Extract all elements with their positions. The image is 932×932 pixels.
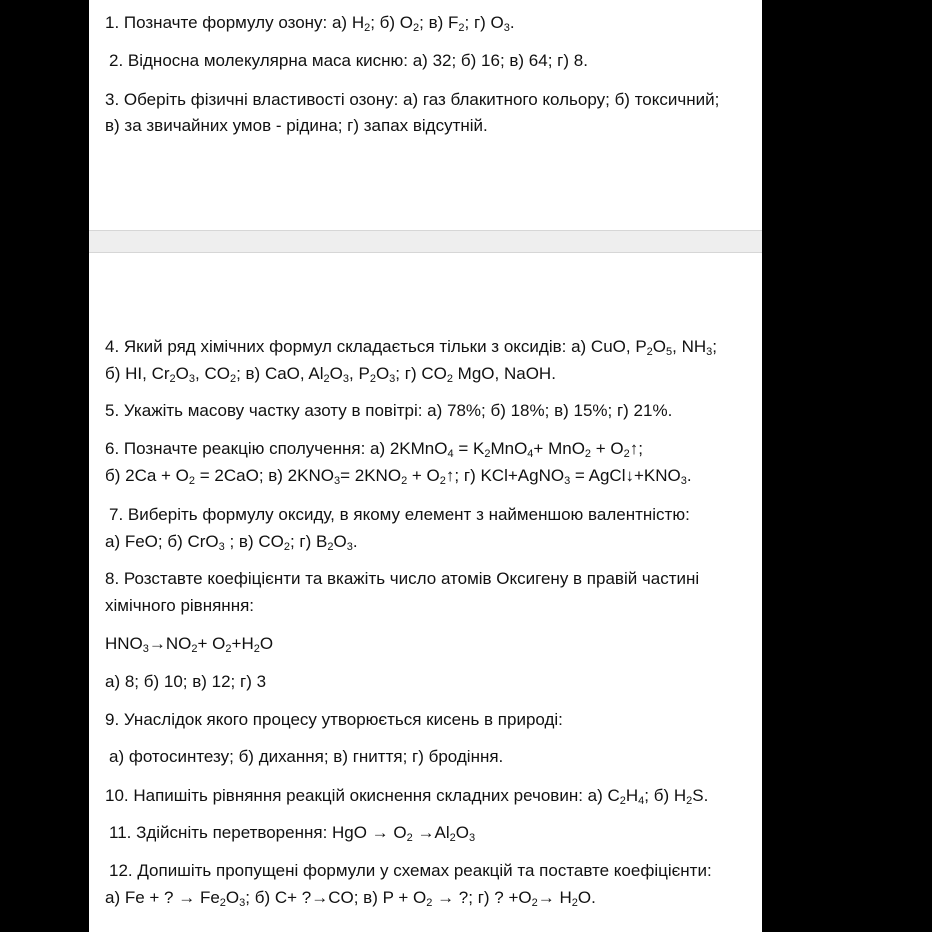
worksheet-page-1	[89, 0, 762, 230]
text-segment: = K	[453, 439, 485, 458]
subscript: 2	[439, 475, 446, 487]
text-segment: а) 8; б) 10; в) 12; г) 3	[105, 672, 267, 691]
subscript: 3	[188, 373, 195, 385]
text-segment: + O	[591, 439, 624, 458]
subscript: 2	[571, 897, 578, 909]
text-segment: а) FeO; б) CrO	[105, 532, 219, 551]
subscript: 2	[623, 448, 630, 460]
question-8-line-1	[105, 567, 699, 591]
page-separator	[89, 230, 762, 253]
question-7-line-1	[109, 503, 690, 527]
subscript: 2	[426, 897, 433, 909]
question-4-line-2	[105, 362, 556, 386]
question-10	[105, 784, 708, 808]
subscript: 2	[323, 373, 330, 385]
question-2	[109, 49, 588, 73]
subscript: 2	[225, 643, 232, 655]
subscript: 2	[253, 643, 260, 655]
subscript: 2	[484, 448, 491, 460]
text-segment: .	[686, 466, 692, 485]
text-segment: O	[333, 532, 347, 551]
subscript: 2	[531, 897, 538, 909]
subscript: 2	[584, 448, 592, 460]
subscript: 2	[449, 832, 456, 844]
subscript: 2	[283, 541, 290, 553]
text-segment: ; б) C+ ?→CO; в) P + O	[245, 888, 427, 907]
text-segment: 6. Позначте реакцію сполучення: а) 2KMnO	[105, 439, 448, 458]
subscript: 3	[680, 475, 687, 487]
text-segment: , CO	[195, 364, 230, 383]
text-segment: .	[352, 532, 358, 551]
text-segment: ; в) CaO, Al	[236, 364, 324, 383]
worksheet-page-2	[89, 253, 762, 932]
subscript: 3	[346, 541, 353, 553]
question-3-line-2	[105, 114, 488, 138]
text-segment: 7. Виберіть формулу оксиду, в якому елемент з найменшою валентністю:	[109, 505, 690, 524]
text-segment: ; б) O	[370, 13, 414, 32]
text-segment: O	[455, 823, 469, 842]
question-4-line-1	[105, 335, 717, 359]
text-segment: ; г) CO	[395, 364, 447, 383]
text-segment: H	[625, 786, 639, 805]
text-segment: 1. Позначте формулу озону: а) H	[105, 13, 365, 32]
text-segment: .	[509, 13, 515, 32]
text-segment: +H	[231, 634, 254, 653]
text-segment: 3. Оберіть фізичні властивості озону: а) газ блакитного кольору; б) токсичний;	[105, 90, 720, 109]
text-segment: + O	[197, 634, 226, 653]
text-segment: ;	[712, 337, 718, 356]
subscript: 2	[446, 373, 453, 385]
subscript: 2	[619, 795, 626, 807]
text-segment: ↑;	[629, 439, 644, 458]
question-3-line-1	[105, 88, 719, 112]
text-segment: , P	[349, 364, 370, 383]
text-segment: 4. Який ряд хімічних формул складається тільки з оксидів: а) CuO, P	[105, 337, 647, 356]
question-12-line-2	[105, 886, 596, 910]
text-segment: б) 2Ca + O	[105, 466, 189, 485]
text-segment: O	[375, 364, 390, 383]
text-segment: 12. Допишіть пропущені формули у схемах реакцій та поставте коефіцієнти:	[109, 861, 712, 880]
subscript: 2	[191, 643, 198, 655]
subscript: 4	[527, 448, 534, 460]
text-segment: = 2CaO; в) 2KNO	[195, 466, 334, 485]
subscript: 3	[333, 475, 341, 487]
subscript: 3	[564, 475, 571, 487]
text-segment: 5. Укажіть масову частку азоту в повітрі: а) 78%; б) 18%; в) 15%; г) 21%.	[105, 401, 673, 420]
text-segment: S.	[692, 786, 709, 805]
question-8-equation	[105, 632, 273, 656]
subscript: 3	[342, 373, 350, 385]
subscript: 3	[239, 897, 246, 909]
subscript: 2	[229, 373, 237, 385]
question-8-options	[105, 670, 266, 694]
question-1	[105, 11, 515, 35]
text-segment: 11. Здійсніть перетворення: HgO → O	[109, 823, 407, 842]
subscript: 2	[188, 475, 196, 487]
subscript: 2	[458, 22, 465, 34]
text-segment: + MnO	[533, 439, 585, 458]
text-segment: O	[175, 364, 189, 383]
text-segment: MgO, NaOH.	[452, 364, 556, 383]
text-segment: MnO	[490, 439, 528, 458]
subscript: 3	[389, 373, 396, 385]
text-segment: 10. Напишіть рівняння реакцій окиснення складних речовин: а) C	[105, 786, 620, 805]
question-6-line-2	[105, 464, 692, 488]
text-segment: ↑; г) KCl+AgNO	[445, 466, 565, 485]
text-segment: в) за звичайних умов - рідина; г) запах відсутній.	[105, 116, 488, 135]
subscript: 2	[413, 22, 420, 34]
text-segment: HNO	[105, 634, 143, 653]
text-segment: ; б) H	[644, 786, 687, 805]
question-9-options	[109, 745, 503, 769]
question-12-line-1	[109, 859, 712, 883]
text-segment: 8. Розставте коефіцієнти та вкажіть число атомів Оксигену в правій частині	[105, 569, 700, 588]
subscript: 2	[406, 832, 413, 844]
question-7-line-2	[105, 530, 358, 554]
subscript: 2	[686, 795, 693, 807]
text-segment: →Al	[412, 823, 450, 842]
text-segment: = AgCl↓+KNO	[570, 466, 681, 485]
subscript: 3	[468, 832, 476, 844]
text-segment: б) HI, Cr	[105, 364, 170, 383]
question-5	[105, 399, 672, 423]
subscript: 2	[369, 373, 376, 385]
text-segment: O	[329, 364, 343, 383]
subscript: 3	[706, 346, 713, 358]
subscript: 2	[327, 541, 334, 553]
text-segment: ; г) O	[464, 13, 504, 32]
text-segment: хімічного рівняння:	[105, 596, 255, 615]
text-segment: → ?; г) ? +O	[432, 888, 532, 907]
text-segment: 2. Відносна молекулярна маса кисню: а) 32; б) 16; в) 64; г) 8.	[109, 51, 588, 70]
subscript: 2	[646, 346, 653, 358]
subscript: 2	[401, 475, 408, 487]
subscript: 3	[142, 643, 149, 655]
text-segment: , NH	[672, 337, 707, 356]
text-segment: 9. Унаслідок якого процесу утворюється кисень в природі:	[105, 710, 563, 729]
question-6-line-1	[105, 437, 643, 461]
text-segment: O	[652, 337, 667, 356]
text-segment: ; г) B	[289, 532, 328, 551]
question-11	[109, 821, 475, 845]
text-segment: а) Fe + ? → Fe	[105, 888, 220, 907]
text-segment: + O	[407, 466, 440, 485]
subscript: 2	[169, 373, 176, 385]
text-segment: →NO	[148, 634, 192, 653]
text-segment: ; в) F	[419, 13, 459, 32]
question-9-line-1	[105, 708, 563, 732]
text-segment: O	[259, 634, 274, 653]
text-segment: O	[225, 888, 240, 907]
text-segment: а) фотосинтезу; б) дихання; в) гниття; г) бродіння.	[109, 747, 504, 766]
subscript: 3	[218, 541, 225, 553]
subscript: 3	[503, 22, 510, 34]
text-segment: → H	[537, 888, 572, 907]
subscript: 4	[638, 795, 645, 807]
subscript: 4	[447, 448, 454, 460]
text-segment: = 2KNO	[340, 466, 402, 485]
question-8-line-2	[105, 594, 254, 618]
text-segment: ; в) CO	[224, 532, 284, 551]
subscript: 5	[666, 346, 673, 358]
subscript: 2	[219, 897, 226, 909]
subscript: 2	[364, 22, 371, 34]
text-segment: O.	[577, 888, 596, 907]
